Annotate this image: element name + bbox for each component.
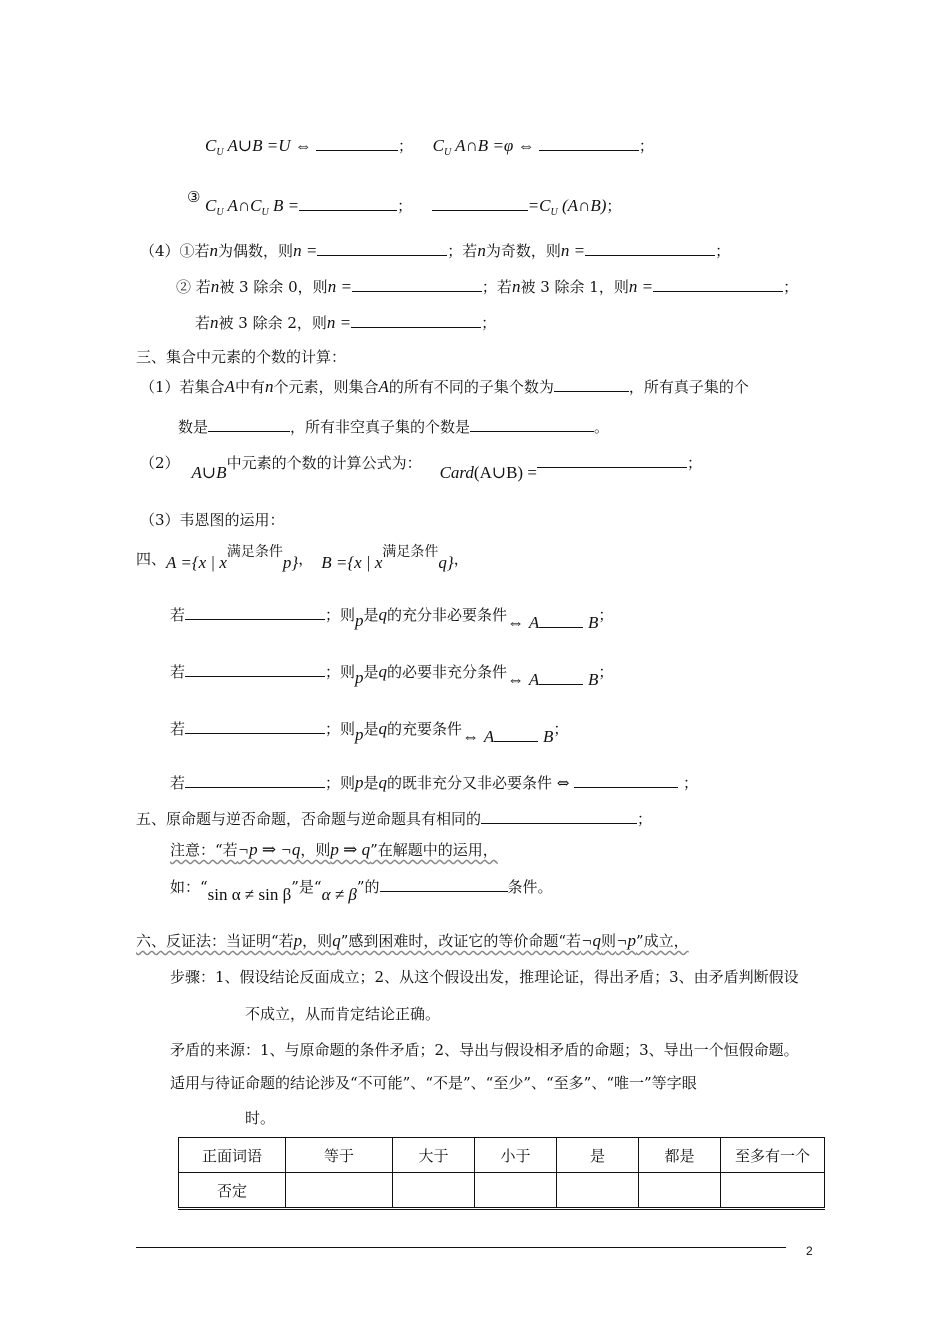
applicability-cont: 时。	[245, 1109, 276, 1127]
applicability: 适用与待证命题的结论涉及“不可能”、“不是”、“至少”、“至多”、“唯一”等字眼	[170, 1074, 697, 1092]
table-header-cell: 小于	[475, 1138, 557, 1173]
parity-line-1: （4）①若n为偶数，则n = ；若n为奇数，则n = ；	[140, 241, 731, 260]
proof-steps: 步骤：1、假设结论反面成立；2、从这个假设出发，推理论证，得出矛盾；3、由矛盾判断假设	[170, 968, 799, 986]
table-cell-empty[interactable]	[557, 1173, 639, 1209]
table-cell-empty[interactable]	[286, 1173, 393, 1209]
contrapositive-note: 注意：“若¬p ⇒ ¬q，则p ⇒ q”在解题中的运用，	[170, 840, 498, 859]
sine-example: 如：“sin α ≠ sin β”是“α ≠ β”的 条件。	[170, 878, 553, 904]
table-cell-empty[interactable]	[393, 1173, 475, 1209]
subset-count-line-2: 数是 ，所有非空真子集的个数是 。	[178, 418, 610, 436]
table-header-cell: 都是	[639, 1138, 721, 1173]
table-cell-empty[interactable]	[639, 1173, 721, 1209]
table-row-label: 否定	[179, 1173, 286, 1209]
table-header-cell: 等于	[286, 1138, 393, 1173]
table-header-cell: 是	[557, 1138, 639, 1173]
formula-line-2: $C_U$ $A\cap C_U$ B = ； $=C_U$ (A∩B)；	[205, 196, 622, 218]
condition-row-neither: 若 ；则p是q的既非充分又非必要条件 ⇔ ；	[170, 773, 698, 792]
circled-three: ③	[187, 188, 201, 206]
table-row	[179, 1138, 825, 1173]
table-cell-empty[interactable]	[721, 1173, 825, 1209]
parity-line-3: 若n被 3 除余 2，则n = ；	[195, 313, 497, 332]
section-3-title: 三、集合中元素的个数的计算：	[136, 348, 347, 366]
page-number: 2	[806, 1244, 813, 1258]
table-header-cell: 正面词语	[179, 1138, 286, 1173]
table-header-cell: 大于	[393, 1138, 475, 1173]
condition-row-iff: 若 ；则p是q的充要条件⇔ A B；	[170, 719, 569, 746]
contradiction-sources: 矛盾的来源：1、与原命题的条件矛盾；2、导出与假设相矛盾的命题；3、导出一个恒假命题。	[170, 1041, 799, 1059]
set-definitions: 四、A ={x | x满足条件p}， B ={x | x满足条件q}，	[136, 544, 469, 572]
parity-line-2: ② 若n被 3 除余 0，则n = ；若n被 3 除余 1，则n = ；	[176, 277, 799, 296]
negation-table	[178, 1137, 825, 1210]
table-row	[179, 1173, 825, 1209]
condition-row-necessary: 若 ；则p是q的必要非充分条件⇔ A B；	[170, 662, 614, 689]
table-header-cell: 至多有一个	[721, 1138, 825, 1173]
footer-rule	[136, 1247, 786, 1248]
subset-count-line: （1）若集合A中有n个元素，则集合A的所有不同的子集个数为 ，所有真子集的个	[140, 377, 749, 396]
condition-row-sufficient: 若 ；则p是q的充分非必要条件⇔ A B；	[170, 605, 614, 632]
proof-steps-cont: 不成立，从而肯定结论正确。	[245, 1005, 441, 1023]
formula-line-1: $C_U$ A∪B =U ⇔ ； $C_U$ A∩B =φ ⇔ ；	[205, 136, 654, 158]
venn-note: （3）韦恩图的运用：	[140, 511, 285, 529]
table-cell-empty[interactable]	[475, 1173, 557, 1209]
proof-by-contradiction-title: 六、反证法：当证明“若p，则q”感到困难时，改证它的等价命题“若¬q则¬p”成立，	[136, 931, 689, 950]
union-card-line: （2） A∪B中元素的个数的计算公式为： Card(A∪B) = ；	[140, 454, 702, 482]
section-5-title: 五、原命题与逆否命题，否命题与逆命题具有相同的 ；	[136, 810, 653, 828]
